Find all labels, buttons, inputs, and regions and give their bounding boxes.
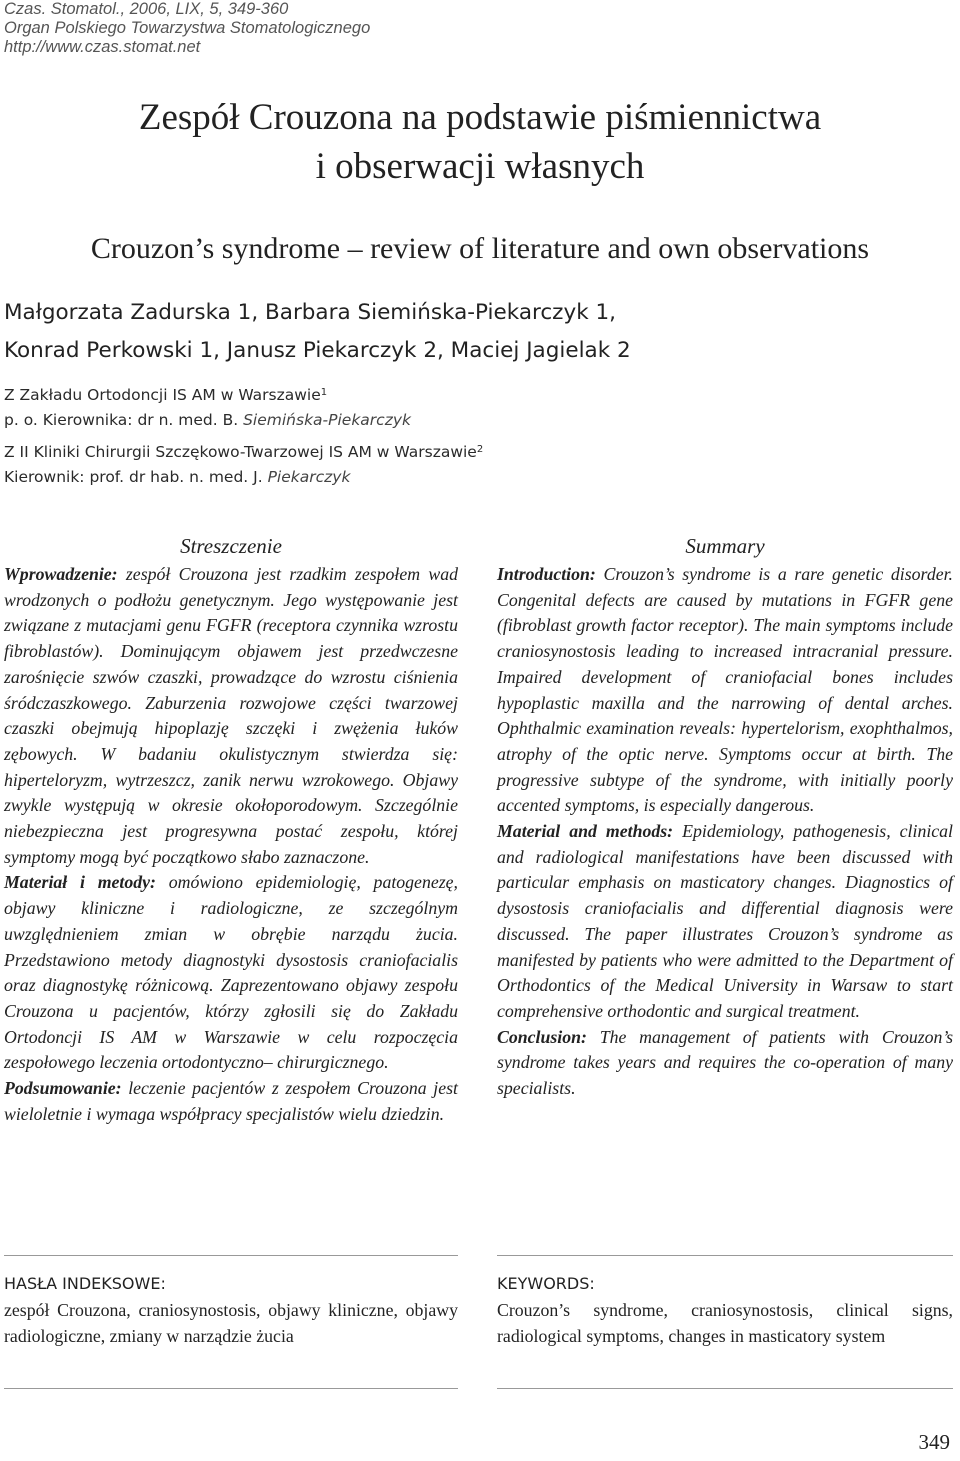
label-methods: Material and methods: <box>497 821 674 842</box>
article-title-polish <box>0 93 960 191</box>
keywords-english-text: Crouzon’s syndrome, craniosynostosis, clinical signs, radiological symptoms, changes in masticatory system <box>497 1300 953 1346</box>
affiliation-1-head-name: Siemińska-Piekarczyk <box>238 411 411 429</box>
text-conclusion: The management of patients with Crouzon’s syndrome takes years and requires the co-operation of many specialists. <box>497 1026 953 1099</box>
affiliation-1 <box>4 383 483 408</box>
abstract-polish-heading: Streszczenie <box>180 534 282 558</box>
abstract-polish <box>4 533 458 1127</box>
journal-organ: Organ Polskiego Towarzystwa Stomatologicznego <box>4 19 371 37</box>
affiliation-2-marker: 2 <box>476 444 484 455</box>
text-methods: Epidemiology, pathogenesis, clinical and radiological manifestations have been discussed with particular emphasis on masticatory changes. Diagnostics of dysostosis craniofacialis and differential diagnosis were discussed. The paper illustrates Crouzon’s syndrome as manifested by patients who were admitted to the Department of Orthodontics of the Medical University in Warsaw to start comprehensive orthodontic and surgical treatment. <box>497 821 953 1021</box>
author-list <box>4 294 631 370</box>
text-methods: omówiono epidemiologię, patogenezę, objawy kliniczne i radiologiczne, ze szczególnym uwzględnieniem zmian w obrębie narządu żucia. Przedstawiono metody diagnostyki dysostosis craniofacialis oraz diagnostykę różnicową. Zaprezentowano objawy zespołu Crouzona u pacjentów, którzy zgłosili się do Zakładu Ortodoncji IS AM w Warszawie w celu rozpoczęcia zespołowego leczenia ortodontyczno– chirurgicznego. <box>4 872 458 1073</box>
title-line-1: Zespół Crouzona na podstawie piśmiennictwa <box>138 97 822 138</box>
label-conclusion: Conclusion: <box>497 1026 587 1047</box>
abstract-english-methods <box>497 819 953 1025</box>
keywords-divider-top-right <box>497 1255 953 1256</box>
journal-header <box>4 0 370 57</box>
text-summary: leczenie pacjentów z zespołem Crouzona jest wieloletnie i wymaga współpracy specjalistów wielu dziedzin. <box>4 1078 458 1124</box>
affiliation-2 <box>4 440 483 465</box>
abstract-polish-summary <box>4 1076 458 1127</box>
abstract-english <box>497 533 953 1102</box>
abstract-polish-methods <box>4 870 458 1076</box>
affiliation-2-head-title: Kierownik: prof. dr hab. n. med. J. <box>4 468 263 486</box>
keywords-polish-heading: HASŁA INDEKSOWE: <box>4 1274 166 1293</box>
label-methods: Materiał i metody: <box>4 872 156 893</box>
affiliation-1-marker: 1 <box>320 387 328 398</box>
page-number: 349 <box>918 1430 950 1454</box>
keywords-divider-top-left <box>4 1255 458 1256</box>
keywords-divider-bottom-right <box>497 1388 953 1389</box>
journal-url[interactable]: http://www.czas.stomat.net <box>4 38 201 56</box>
authors-line-2: Konrad Perkowski 1, Janusz Piekarczyk 2, Maciej Jagielak 2 <box>4 338 631 363</box>
text-introduction: Crouzon’s syndrome is a rare genetic disorder. Congenital defects are caused by mutations in FGFR gene (fibroblast growth factor receptor). The main symptoms include craniosynostosis leading to increased intracranial pressure. Impaired development of craniofacial bones includes hypoplastic maxilla and the narrowing of dental arches. Ophthalmic examination reveals: hypertelorism, exophthalmos, atrophy of the optic nerve. Symptoms occur at birth. The progressive subtype of the syndrome, with initially poorly accented symptoms, is especially dangerous. <box>497 564 953 816</box>
affiliation-2-name: Z II Kliniki Chirurgii Szczękowo-Twarzowej IS AM w Warszawie <box>4 443 477 461</box>
journal-citation: Czas. Stomatol., 2006, LIX, 5, 349-360 <box>4 0 289 18</box>
abstract-english-heading: Summary <box>685 534 765 558</box>
affiliation-1-head <box>4 408 483 433</box>
text-introduction: zespół Crouzona jest rzadkim zespołem wad wrodzonych o podłożu genetycznym. Jego występowanie jest związane z mutacjami genu FGFR (receptora czynnika wzrostu fibroblastów). Dominującym objawem jest przedwczesne zarośnięcie szwów czaszki, prowadzące do wzrostu ciśnienia śródczaszkowego. Zaburzenia rozwojowe części twarzowej czaszki obejmują hipoplazję szczęki i zwężenia łuków zębowych. W badaniu okulistycznym stwierdza się: hiperteloryzm, wytrzeszcz, zanik nerwu wzrokowego. Objawy zwykle występują w okresie okołoporodowym. Szczególnie niebezpieczna jest progresywna postać zespołu, której symptomy mogą być początkowo słabo zaznaczone. <box>4 564 458 867</box>
keywords-divider-bottom-left <box>4 1388 458 1389</box>
abstract-polish-introduction <box>4 562 458 870</box>
keywords-english <box>497 1272 953 1349</box>
abstract-english-conclusion <box>497 1025 953 1102</box>
affiliation-1-head-title: p. o. Kierownika: dr n. med. B. <box>4 411 239 429</box>
keywords-polish <box>4 1272 458 1349</box>
affiliation-1-name: Z Zakładu Ortodoncji IS AM w Warszawie <box>4 386 321 404</box>
article-title-english: Crouzon’s syndrome – review of literature and own observations <box>90 232 870 265</box>
authors-line-1: Małgorzata Zadurska 1, Barbara Siemińska-Piekarczyk 1, <box>4 300 616 325</box>
affiliation-2-head-name: Piekarczyk <box>262 468 351 486</box>
affiliation-2-head <box>4 465 483 490</box>
label-introduction: Wprowadzenie: <box>4 564 118 584</box>
affiliations <box>4 383 483 490</box>
keywords-english-heading: KEYWORDS: <box>497 1274 595 1293</box>
keywords-polish-text: zespół Crouzona, craniosynostosis, objawy kliniczne, objawy radiologiczne, zmiany w narządzie żucia <box>4 1300 458 1346</box>
label-introduction: Introduction: <box>497 564 596 584</box>
title-line-2: i obserwacji własnych <box>315 146 645 187</box>
label-summary: Podsumowanie: <box>4 1078 122 1099</box>
abstract-english-introduction <box>497 562 953 819</box>
